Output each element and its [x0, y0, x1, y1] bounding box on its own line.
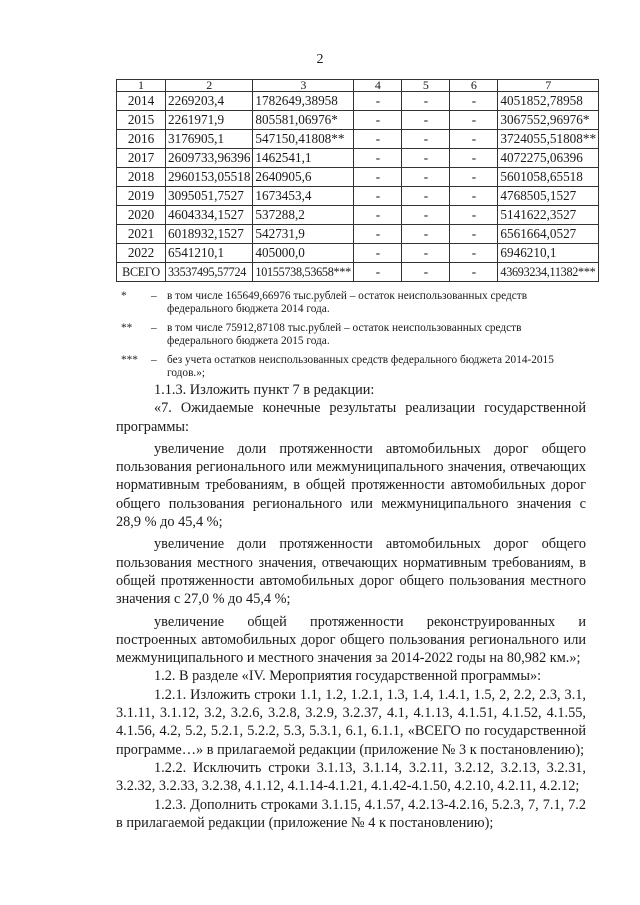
table-cell: - — [450, 130, 498, 149]
table-cell: 2015 — [117, 111, 166, 130]
table-cell: 6946210,1 — [498, 244, 599, 263]
table-cell: - — [450, 187, 498, 206]
document-body — [116, 381, 586, 832]
table-cell: - — [402, 92, 450, 111]
footnote-text: в том числе 75912,87108 тыс.рублей – остаток неиспользованных средств федерального бюджета 2015 года. — [167, 322, 522, 347]
table-cell: 2014 — [117, 92, 166, 111]
table-cell: 805581,06976* — [253, 111, 354, 130]
table-cell: - — [402, 111, 450, 130]
footnote-dash: – — [151, 354, 157, 366]
table-cell: 6541210,1 — [166, 244, 253, 263]
table-cell: 537288,2 — [253, 206, 354, 225]
table-cell: - — [450, 111, 498, 130]
table-cell: - — [354, 111, 402, 130]
table-cell: - — [354, 130, 402, 149]
table-cell: 10155738,53658*** — [253, 263, 354, 282]
header-cell: 4 — [354, 80, 402, 92]
table-cell: 2017 — [117, 149, 166, 168]
footnote-dash: – — [151, 290, 157, 302]
table-cell: 4768505,1527 — [498, 187, 599, 206]
table-cell: 2016 — [117, 130, 166, 149]
footnote — [121, 322, 571, 348]
table-cell: - — [354, 149, 402, 168]
table-cell: 5141622,3527 — [498, 206, 599, 225]
table-row — [117, 130, 599, 149]
table-header-row — [117, 80, 599, 92]
table-cell: - — [450, 92, 498, 111]
table-cell: 4604334,1527 — [166, 206, 253, 225]
footnote-text: в том числе 165649,66976 тыс.рублей – остаток неиспользованных средств федерального бюджета 2014 года. — [167, 290, 528, 315]
table-cell: 2609733,96396 — [166, 149, 253, 168]
table-cell: 5601058,65518 — [498, 168, 599, 187]
table-cell: - — [402, 244, 450, 263]
footnote — [121, 290, 571, 316]
table-cell: 542731,9 — [253, 225, 354, 244]
table-row — [117, 263, 599, 282]
table-cell: 2019 — [117, 187, 166, 206]
table-cell: - — [450, 206, 498, 225]
table-cell: 33537495,57724 — [166, 263, 253, 282]
header-cell: 5 — [402, 80, 450, 92]
table-cell: 43693234,11382*** — [498, 263, 599, 282]
table-cell: 1782649,38958 — [253, 92, 354, 111]
funding-table — [116, 79, 599, 282]
table-cell: - — [402, 130, 450, 149]
table-cell: 2261971,9 — [166, 111, 253, 130]
table-cell: 2269203,4 — [166, 92, 253, 111]
table-cell: 2960153,05518 — [166, 168, 253, 187]
table-cell: - — [450, 244, 498, 263]
table-row — [117, 244, 599, 263]
table-row — [117, 168, 599, 187]
table-cell: - — [450, 168, 498, 187]
table-cell: - — [354, 92, 402, 111]
paragraph-item-7-intro: «7. Ожидаемые конечные результаты реализации государственной программы: — [116, 400, 586, 435]
table-cell: - — [354, 244, 402, 263]
table-cell: 3724055,51808** — [498, 130, 599, 149]
table-cell: 4051852,78958 — [498, 92, 599, 111]
paragraph-local-roads: увеличение доли протяженности автомобильных дорог общего пользования местного значения, отвечающих нормативным требованиям, в общей протяженности автомобильных дорог общего пользования местного значения с 27,0 % до 45,4 %; — [116, 536, 586, 608]
table-cell: 1673453,4 — [253, 187, 354, 206]
table-cell: ВСЕГО — [117, 263, 166, 282]
header-cell: 7 — [498, 80, 599, 92]
page-number: 2 — [316, 52, 324, 67]
footnote-text: без учета остатков неиспользованных средств федерального бюджета 2014-2015 годов.»; — [167, 354, 554, 379]
paragraph-1-2-1: 1.2.1. Изложить строки 1.1, 1.2, 1.2.1, 1.3, 1.4, 1.4.1, 1.5, 2, 2.2, 2.3, 3.1, 3.1.11, 3.1.12, 3.2, 3.2.6, 3.2.8, 3.2.9, 3.2.37, 4.1, 4.1.13, 4.1.51, 4.1.52, 4.1.55, 4.1.56, 4.2, 5.2, 5.2.1, 5.2.2, 5.3, 5.3.1, 6.1, 6.1.1, «ВСЕГО по государственной программе…» в прилагаемой редакции (приложение № 3 к постановлению); — [116, 686, 586, 758]
paragraph-regional-roads: увеличение доли протяженности автомобильных дорог общего пользования регионального или межмуниципального значения, отвечающих нормативным требованиям, в общей протяженности автомобильных дорог общего пользования регионального или межмуниципального значения с 28,9 % до 45,4 %; — [116, 440, 586, 531]
footnote-dash: – — [151, 322, 157, 334]
table-row — [117, 187, 599, 206]
footnote-mark: *** — [121, 354, 138, 366]
table-cell: - — [354, 168, 402, 187]
table-cell: - — [402, 263, 450, 282]
table-cell: 3067552,96976* — [498, 111, 599, 130]
table-cell: 6018932,1527 — [166, 225, 253, 244]
footnote-mark: * — [121, 290, 127, 302]
table-row — [117, 206, 599, 225]
paragraph-1-2-2: 1.2.2. Исключить строки 3.1.13, 3.1.14, 3.2.11, 3.2.12, 3.2.13, 3.2.31, 3.2.32, 3.2.33, 3.2.38, 4.1.12, 4.1.14-4.1.21, 4.1.42-4.1.50, 4.2.10, 4.2.11, 4.2.12; — [116, 759, 586, 795]
table-row — [117, 149, 599, 168]
table-cell: 2018 — [117, 168, 166, 187]
table-cell: - — [402, 187, 450, 206]
table-cell: 4072275,06396 — [498, 149, 599, 168]
paragraph-1-1-3: 1.1.3. Изложить пункт 7 в редакции: — [154, 382, 375, 398]
table-cell: - — [402, 168, 450, 187]
table-cell: 2021 — [117, 225, 166, 244]
table-cell: 6561664,0527 — [498, 225, 599, 244]
table-cell: 3095051,7527 — [166, 187, 253, 206]
paragraph-total-length: увеличение общей протяженности реконструированных и построенных автомобильных дорог общего пользования регионального или межмуниципального и местного значения за 2014-2022 годы на 80,982 км.»; — [116, 613, 586, 667]
paragraph-1-2: 1.2. В разделе «IV. Мероприятия государственной программы»: — [154, 668, 542, 685]
table-cell: - — [402, 149, 450, 168]
table-cell: 2022 — [117, 244, 166, 263]
table-cell: 2020 — [117, 206, 166, 225]
header-cell: 6 — [450, 80, 498, 92]
header-cell: 2 — [166, 80, 253, 92]
table-cell: 2640905,6 — [253, 168, 354, 187]
header-cell: 3 — [253, 80, 354, 92]
table-cell: 405000,0 — [253, 244, 354, 263]
table-cell: - — [450, 149, 498, 168]
table-cell: 1462541,1 — [253, 149, 354, 168]
footnote — [121, 354, 571, 380]
footnote-mark: ** — [121, 322, 133, 334]
header-cell: 1 — [117, 80, 166, 92]
table-cell: 3176905,1 — [166, 130, 253, 149]
table-cell: - — [450, 225, 498, 244]
table-cell: - — [354, 206, 402, 225]
table-cell: - — [354, 225, 402, 244]
footnotes — [121, 290, 571, 386]
table-cell: - — [402, 206, 450, 225]
table-row — [117, 111, 599, 130]
table-cell: - — [354, 187, 402, 206]
table-cell: 547150,41808** — [253, 130, 354, 149]
table-cell: - — [450, 263, 498, 282]
table-cell: - — [354, 263, 402, 282]
table-row — [117, 92, 599, 111]
table-row — [117, 225, 599, 244]
paragraph-1-2-3: 1.2.3. Дополнить строками 3.1.15, 4.1.57, 4.2.13-4.2.16, 5.2.3, 7, 7.1, 7.2 в прилагаемой редакции (приложение № 4 к постановлению); — [116, 796, 586, 831]
table-cell: - — [402, 225, 450, 244]
